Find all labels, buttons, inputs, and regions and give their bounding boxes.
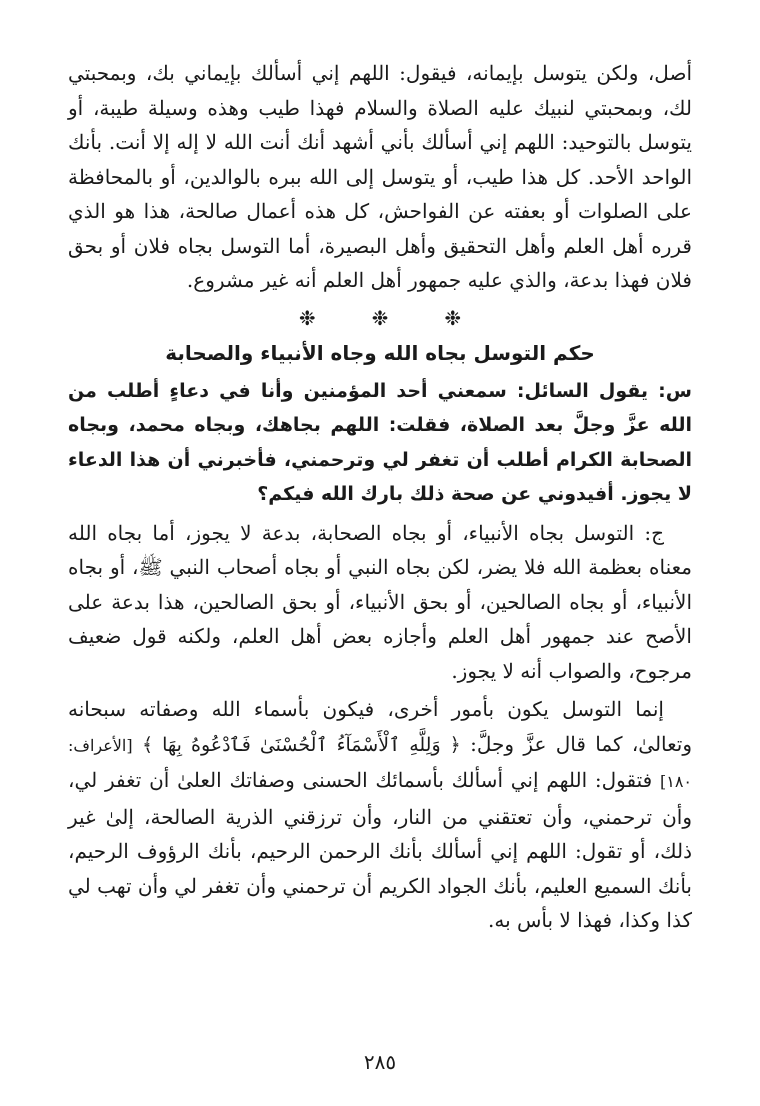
quran-verse: ﴿ وَلِلَّهِ ٱلْأَسْمَآءُ ٱلْحُسْنَىٰ فَٱدْعُوهُ بِهَا ﴾ [141,733,461,756]
answer-label: ج: [644,520,664,545]
section-separator [68,304,692,332]
final-paragraph [68,692,692,938]
page-number: ٢٨٥ [363,1050,397,1074]
separator-star-icon: ❉ [298,305,316,330]
answer-text: التوسل بجاه الأنبياء، أو بجاه الصحابة، بدعة لا يجوز، أما بجاه الله معناه بعظمة الله فلا يضر، لكن بجاه النبي أو بجاه أصحاب النبي ﷺ، أو بجاه الأنبياء، أو بجاه الصالحين، أو بحق الأنبياء، أو بحق الصالحين، هذا بدعة على الأصح عند جمهور أهل العلم وأجازه بعض أهل العلم، ولكنه قول ضعيف مرجوح، والصواب أنه لا يجوز. [68,520,692,683]
question-text: يقول السائل: سمعني أحد المؤمنين وأنا في دعاءٍ أطلب من الله عزَّ وجلَّ بعد الصلاة، فقلت: اللهم بجاهك، وبجاه محمد، وبجاه الصحابة الكرام أطلب أن تغفر لي وترحمني، فأخبرني أن هذا الدعاء لا يجوز. أفيدوني عن صحة ذلك بارك الله فيكم؟ [68,379,692,505]
final-text-before-verse: إنما التوسل يكون بأمور أخرى، فيكون بأسماء الله وصفاته سبحانه وتعالىٰ، كما قال عزَّ وجلَّ: [68,697,693,756]
question-paragraph [68,374,692,512]
final-text-after-verse: فتقول: اللهم إني أسألك بأسمائك الحسنى وصفاتك العلىٰ أن تغفر لي، وأن ترحمني، وأن تعتقني من النار، وأن ترزقني الذرية الصالحة، إلىٰ غير ذلك، أو تقول: اللهم إني أسألك بأنك الرحمن الرحيم، بأنك الرؤوف الرحيم، بأنك السميع العليم، بأنك الجواد الكريم أن ترحمني وأن تغفر لي وأن تهب لي كذا وكذا، فهذا لا بأس به. [68,768,692,932]
verse-reference: [الأعراف: ١٨٠] [68,735,692,791]
section-heading: حكم التوسل بجاه الله وجاه الأنبياء والصحابة [165,340,595,365]
separator-star-icon: ❉ [371,305,389,330]
question-label: س: [658,379,692,402]
opening-paragraph: أصل، ولكن يتوسل بإيمانه، فيقول: اللهم إني أسألك بإيماني بك، وبمحبتي لك، وبمحبتي لنبيك عليه الصلاة والسلام فهذا طيب وهذه وسيلة طيبة، أو يتوسل بالتوحيد: اللهم إني أسألك بأني أشهد أنك أنت الله لا إله إلا أنت. بأنك الواحد الأحد. كل هذا طيب، أو يتوسل إلى الله ببره بالوالدين، أو بالمحافظة على الصلوات أو بعفته عن الفواحش، كل هذه أعمال صالحة، هذا هو الذي قرره أهل العلم وأهل التحقيق وأهل البصيرة، أما التوسل بجاه فلان أو بحق فلان فهذا بدعة، والذي عليه جمهور أهل العلم أنه غير مشروع. [68,61,692,292]
separator-star-icon: ❉ [444,305,462,330]
answer-paragraph [68,516,692,689]
